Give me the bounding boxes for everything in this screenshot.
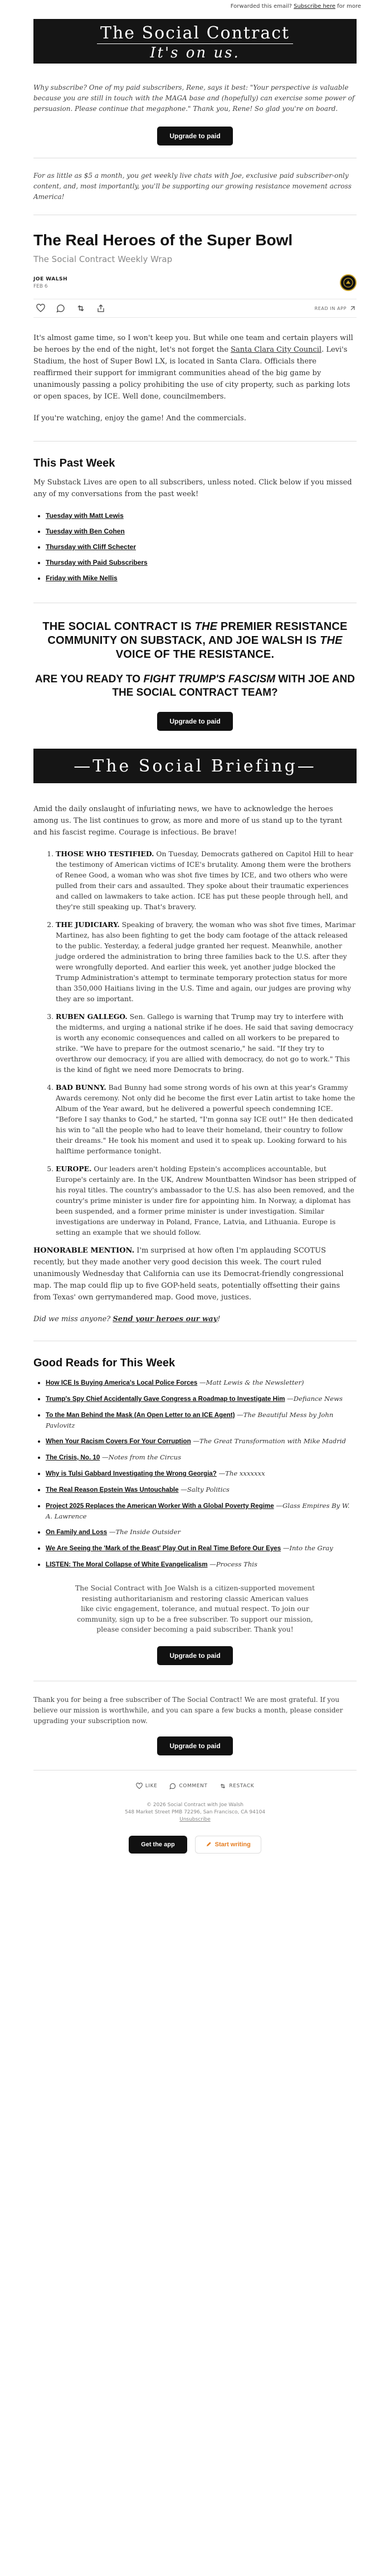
forwarded-note bbox=[0, 0, 390, 12]
post-subtitle: The Social Contract Weekly Wrap bbox=[33, 254, 173, 264]
past-week-list bbox=[33, 510, 357, 584]
restack-icon[interactable] bbox=[75, 302, 87, 314]
restack-label: RESTACK bbox=[229, 1783, 255, 1789]
list-item[interactable]: • Thursday with Paid Subscribers bbox=[46, 557, 357, 568]
past-week-intro: My Substack Lives are open to all subscribers, unless noted. Click below if you missed any of my conversations from the past week! bbox=[33, 478, 352, 498]
upgrade-button-about[interactable]: Upgrade to paid bbox=[157, 1646, 232, 1665]
restack-button[interactable] bbox=[220, 1783, 254, 1789]
read-in-app-label: READ IN APP bbox=[314, 305, 347, 311]
list-item[interactable]: • Thursday with Cliff Schecter bbox=[46, 541, 357, 552]
forwarded-text: Forwarded this email? bbox=[230, 3, 294, 9]
start-writing-label: Start writing bbox=[214, 1841, 251, 1848]
post-date: FEB 6 bbox=[33, 283, 48, 289]
opening-paragraph: It's almost game time, so I won't keep you. But while one team and certain players will be heroes by the end of the night, let's not forget the Santa Clara City Council. Levi's Stadium, the host of Super Bowl LX, is located in Santa Clara. Officials there reaffirmed their support for immigrant communities ahead of the big game by unanimously passing a policy prohibiting the use of city property, such as parking lots or open spaces, by ICE. Well done, councilmembers. bbox=[33, 334, 353, 401]
list-item[interactable]: • The Crisis, No. 10 —Notes from the Circus bbox=[46, 1452, 357, 1463]
list-item[interactable]: • LISTEN: The Moral Collapse of White Evangelicalism —Process This bbox=[46, 1559, 357, 1570]
honorable-mention: HONORABLE MENTION. I'm surprised at how often I'm applauding SCOTUS recently, but they made another very good decision this week. The court ruled unanimously Wednesday that California can use its Democrat-friendly congressional map. The map could flip up to five GOP-held seats, potentially offsetting their gains from Texas' own gerrymandered map. Good move, justices. bbox=[33, 1246, 344, 1302]
list-item: 5. EUROPE. Our leaders aren't holding Epstein's accomplices accountable, but Europe's certainly are. In the UK, Andrew Mountbatten Windsor has been stripped of his royal titles. The country's ambassador to the U.S. has also been removed, and the country's prime minister is under fire for appointing him. In Norway, a diplomat has been suspended, and a former prime minister is under investigation. Similar investigations are underway in Poland, France, Latvia, and Lithuania. Europe is setting an example that we should follow. bbox=[56, 1163, 357, 1238]
comment-button[interactable] bbox=[169, 1783, 207, 1789]
like-label: LIKE bbox=[145, 1783, 158, 1789]
mailing-address: 548 Market Street PMB 72296, San Francisco, CA 94104 bbox=[124, 1809, 266, 1815]
list-item[interactable]: • The Real Reason Epstein Was Untouchable —Salty Politics bbox=[46, 1485, 357, 1495]
upgrade-button-top[interactable]: Upgrade to paid bbox=[157, 127, 232, 145]
list-item[interactable]: • Why is Tulsi Gabbard Investigating the Wrong Georgia? —The xxxxxxx bbox=[46, 1468, 357, 1479]
promo-question: ARE YOU READY TO FIGHT TRUMP'S FASCISM WITH JOE AND THE SOCIAL CONTRACT TEAM? bbox=[35, 673, 355, 698]
copyright-text: © 2026 Social Contract with Joe Walsh bbox=[147, 1802, 243, 1808]
restack-icon bbox=[220, 1783, 226, 1789]
list-item[interactable]: • We Are Seeing the 'Mark of the Beast' Play Out in Real Time Before Our Eyes —Into the Gray bbox=[46, 1543, 357, 1554]
offer-text: For as little as $5 a month, you get weekly live chats with Joe, exclusive paid subscriber-only content, and, most importantly, you'll be supporting our growing resistance movement across America! bbox=[33, 172, 352, 201]
list-item: 2. THE JUDICIARY. Speaking of bravery, the woman who was shot five times, Marimar Martinez, has also been fighting to get the body cam footage of the attack released to the public. Yesterday, a federal judge granted her request. Meanwhile, another judge ordered the administration to bring three families back to the U.S. after they were wrongfully deported. And earlier this week, yet another judge blocked the Trump Administration's attempt to terminate temporary protection status for more than 350,000 Haitians living in the U.S. Time and again, our judges are proving why they are so important. bbox=[56, 919, 357, 1004]
send-heroes-link[interactable]: Send your heroes our way bbox=[113, 1315, 218, 1323]
list-item[interactable]: • Tuesday with Ben Cohen bbox=[46, 526, 357, 537]
upgrade-button-thanks[interactable]: Upgrade to paid bbox=[157, 1736, 232, 1755]
heart-icon[interactable] bbox=[35, 302, 47, 314]
comment-label: COMMENT bbox=[179, 1783, 208, 1789]
for-more-text: for more bbox=[335, 3, 361, 9]
start-writing-button[interactable] bbox=[195, 1836, 261, 1854]
list-item[interactable]: • Project 2025 Replaces the American Worker With a Global Poverty Regime —Glass Empires By W. A. Lawrence bbox=[46, 1501, 357, 1521]
get-app-button[interactable]: Get the app bbox=[129, 1836, 187, 1854]
list-item[interactable]: • To the Man Behind the Mask (An Open Letter to an ICE Agent) —The Beautiful Mess by John Pavlovitz bbox=[46, 1410, 357, 1430]
post-meta bbox=[33, 274, 357, 291]
list-item[interactable]: • Tuesday with Matt Lewis bbox=[46, 510, 357, 521]
header-banner bbox=[33, 19, 357, 64]
post-actions-bar bbox=[33, 299, 357, 318]
publication-logo-icon[interactable] bbox=[340, 274, 357, 291]
banner-tagline: It's on us. bbox=[150, 45, 240, 61]
thanks-text: Thank you for being a free subscriber of The Social Contract! We are most grateful. If you believe our mission is worthwhile, and you can spare a few bucks a month, please consider upgrading your subscription now. bbox=[33, 1695, 343, 1725]
list-item[interactable]: • Friday with Mike Nellis bbox=[46, 573, 357, 584]
comment-icon bbox=[169, 1783, 176, 1789]
why-subscribe-text: Why subscribe? One of my paid subscribers, Rene, says it best: "Your perspective is valuable because you are still in touch with the MAGA base and (hopefully) can exercise some power of persuasion. Please continue that megaphone." Thank you, Rene! So glad you're on board. bbox=[33, 84, 355, 113]
past-week-heading: This Past Week bbox=[33, 457, 115, 469]
unsubscribe-link[interactable]: Unsubscribe bbox=[179, 1816, 211, 1822]
about-text: The Social Contract with Joe Walsh is a citizen-supported movement resisting authoritarianism and restoring classic American values like civic engagement, tolerance, and mutual respect. To join our community, sign up to be a free subscriber. To support our mission, please consider becoming a paid subscriber. Thank you! bbox=[75, 1584, 315, 1633]
briefing-intro: Amid the daily onslaught of infuriating news, we have to acknowledge the heroes among us. The list continues to grow, as more and more of us stand up to the tyrant and his fascist regime. Courage is infectious. Be brave! bbox=[33, 805, 343, 837]
social-briefing-banner: —The Social Briefing— bbox=[33, 749, 357, 783]
list-item: 1. THOSE WHO TESTIFIED. On Tuesday, Democrats gathered on Capitol Hill to hear the testimony of American victims of ICE's brutality. Among them were the brothers of Renee Good, a woman who was shot five times by ICE, and two others who were pulled from their cars and assaulted. They spoke about their traumatic experiences and called on lawmakers to take action. ICE has put these people through hell, and they're still speaking up. That's bravery. bbox=[56, 848, 357, 912]
footer-buttons bbox=[33, 1836, 357, 1854]
list-item[interactable]: • How ICE Is Buying America's Local Police Forces —Matt Lewis & the Newsletter) bbox=[46, 1377, 357, 1388]
list-item[interactable]: • Trump's Spy Chief Accidentally Gave Congress a Roadmap to Investigate Him —Defiance News bbox=[46, 1394, 357, 1404]
briefing-list bbox=[33, 848, 357, 1238]
list-item: 3. RUBEN GALLEGO. Sen. Gallego is warning that Trump may try to interfere with the midterms, and urging a national strike if he does. He said that saving democracy is worth any economic consequences and called on all workers to be prepared to strike. "We have to prepare for the outmost scenario," he said. "If they try to overthrow our democracy, if you are allied with democracy, do not go to work." This is the kind of fight we need more Democrats to bring. bbox=[56, 1011, 357, 1075]
promo-block bbox=[33, 603, 357, 749]
upgrade-button-promo[interactable]: Upgrade to paid bbox=[157, 712, 232, 731]
post-title[interactable]: The Real Heroes of the Super Bowl bbox=[33, 231, 293, 249]
share-icon[interactable] bbox=[95, 302, 107, 314]
heart-icon bbox=[136, 1783, 143, 1789]
arrow-right-icon bbox=[350, 305, 355, 311]
list-item: 4. BAD BUNNY. Bad Bunny had some strong words of his own at this year's Grammy Awards ceremony. Not only did he become the first ever Latin artist to take home the Album of the Year award, but he delivered a powerful speech condemning ICE. "Before I say thanks to God," he started, "I'm gonna say ICE out!" He then dedicated his win to "all the people who had to leave their homeland, their country to follow their dreams." He took his moment and used it to speak up. Looking forward to his halftime performance tonight. bbox=[56, 1082, 357, 1156]
like-button[interactable] bbox=[136, 1783, 158, 1789]
good-reads-list bbox=[33, 1377, 357, 1570]
comment-icon[interactable] bbox=[55, 302, 67, 314]
pen-icon bbox=[206, 1841, 212, 1847]
footer-address bbox=[33, 1802, 357, 1823]
send-heroes-line: Did we miss anyone? Send your heroes our way! bbox=[33, 1315, 221, 1323]
subscribe-link[interactable]: Subscribe here bbox=[294, 3, 335, 9]
good-reads-heading: Good Reads for This Week bbox=[33, 1357, 176, 1369]
list-item[interactable]: • On Family and Loss —The Inside Outsider bbox=[46, 1527, 357, 1537]
author-name[interactable]: JOE WALSH bbox=[33, 276, 68, 282]
read-in-app-link[interactable] bbox=[315, 305, 355, 311]
santa-clara-link[interactable]: Santa Clara City Council bbox=[231, 346, 322, 354]
enjoy-paragraph: If you're watching, enjoy the game! And the commercials. bbox=[33, 414, 246, 423]
promo-statement: THE SOCIAL CONTRACT IS THE PREMIER RESISTANCE COMMUNITY ON SUBSTACK, AND JOE WALSH IS THE VOICE OF THE RESISTANCE. bbox=[42, 620, 348, 661]
footer-actions bbox=[33, 1783, 357, 1789]
list-item[interactable]: • When Your Racism Covers For Your Corruption —The Great Transformation with Mike Madrid bbox=[46, 1436, 357, 1447]
banner-title: The Social Contract bbox=[97, 23, 293, 44]
